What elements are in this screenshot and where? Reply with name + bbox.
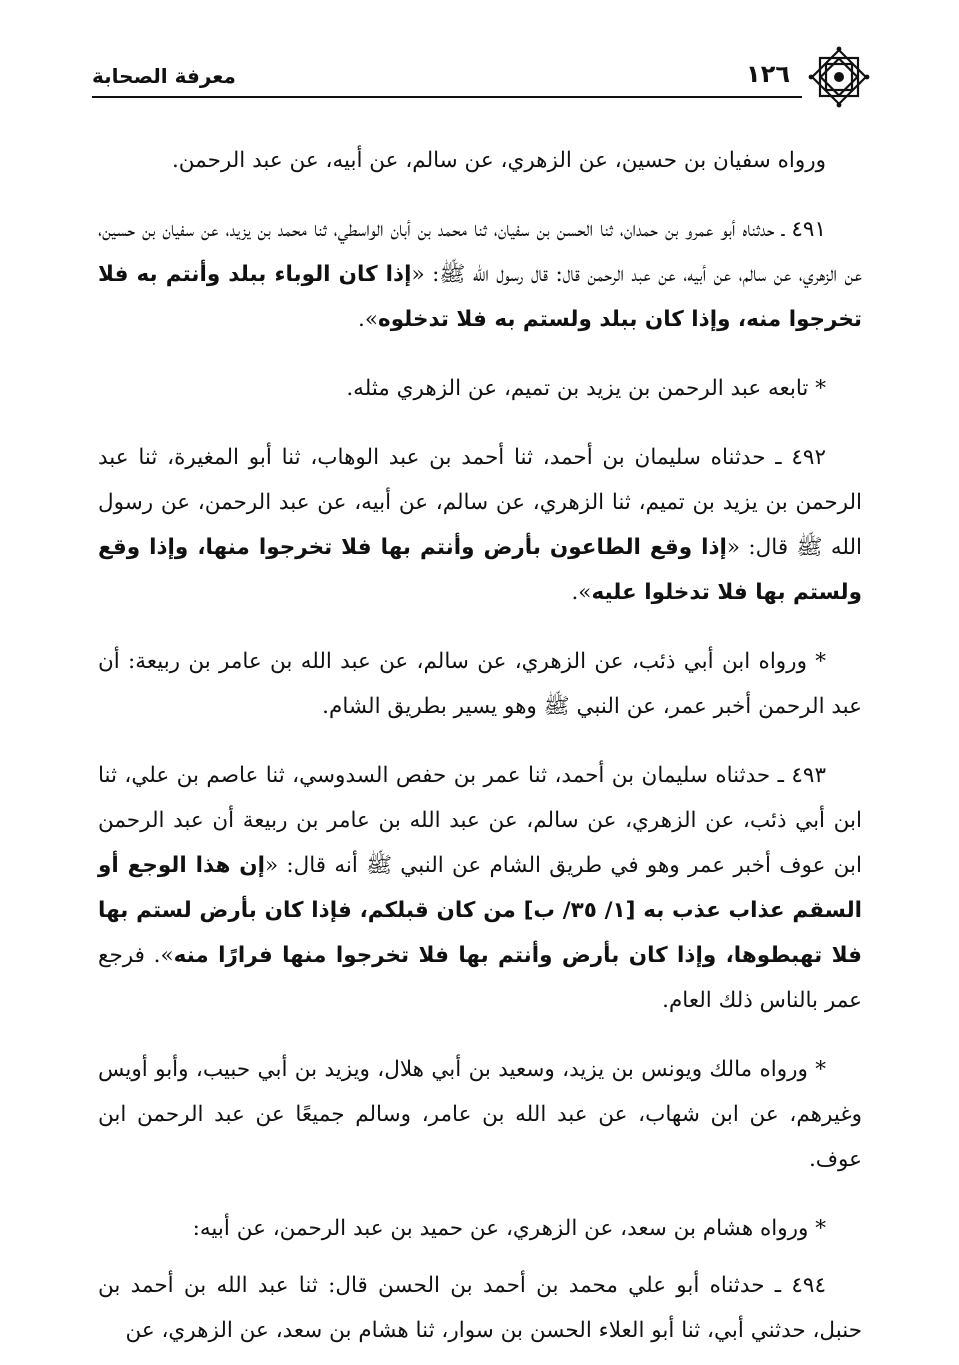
paragraph-text: ٤٩٣ ـ حدثناه سليمان بن أحمد، ثنا عمر بن حفص السدوسي، ثنا عاصم بن علي، ثنا ابن أبي ذئب، عن الزهري، عن سالم، عن عبد الله بن عامر بن ربيعة أن عبد الرحمن ابن عوف أخبر عمر وهو في طريق الشام عن النبي ﷺ أنه قال: « (98, 763, 862, 878)
hadith-text: إن هذا الوجع أو السقم عذاب عذب به [١/ ٣٥/ ب] من كان قبلكم، فإذا كان بأرض لستم بها فلا تهبطوها، وإذا كان بأرض وأنتم بها فلا تخرجوا منها فرارًا منه (98, 853, 863, 968)
paragraph-text: * ورواه مالك ويونس بن يزيد، وسعيد بن أبي هلال، ويزيد بن أبي حبيب، وأبو أويس وغيرهم، عن ابن شهاب، عن عبد الله بن عامر، وسالم جميعًا عن عبد الرحمن ابن عوف. (98, 1057, 862, 1172)
paragraph-riwayah-sufyan (98, 138, 862, 183)
paragraph-text: ورواه سفيان بن حسين، عن الزهري، عن سالم، عن أبيه، عن عبد الرحمن. (171, 148, 826, 173)
paragraph-riwayah-malik (98, 1047, 862, 1182)
hadith-paragraph-494 (98, 1263, 862, 1353)
paragraph-text: * ورواه هشام بن سعد، عن الزهري، عن حميد بن عبد الرحمن، عن أبيه: (192, 1216, 826, 1241)
paragraph-tabiah (98, 366, 862, 411)
octagram-ornament-icon (806, 44, 872, 110)
header-rule (92, 96, 802, 98)
paragraph-text: ٤٩٤ ـ حدثناه أبو علي محمد بن أحمد بن الحسن قال: ثنا عبد الله بن أحمد بن حنبل، حدثني أبي، ثنا أبو العلاء الحسن بن سوار، ثنا هشام بن سعد، عن الزهري، عن (98, 1273, 862, 1343)
page-header (92, 52, 864, 102)
hadith-paragraph-492 (98, 435, 862, 615)
paragraph-text: ». (358, 307, 379, 332)
book-title: معرفة الصحابة (92, 64, 236, 88)
hadith-text: إذا كان الوباء ببلد وأنتم به فلا تخرجوا منه، وإذا كان ببلد ولستم به فلا تدخلوه (98, 262, 862, 332)
page-number: ١٢٦ (746, 60, 790, 88)
paragraph-text: ». فرجع عمر بالناس ذلك العام. (98, 943, 862, 1013)
paragraph-text: * تابعه عبد الرحمن بن يزيد بن تميم، عن الزهري مثله. (346, 376, 826, 401)
paragraph-text: ٤٩٢ ـ حدثناه سليمان بن أحمد، ثنا أحمد بن عبد الوهاب، ثنا أبو المغيرة، ثنا عبد الرحمن بن يزيد بن تميم، ثنا الزهري، عن سالم، عن أبيه، عن عبد الرحمن، عن رسول الله ﷺ قال: « (98, 445, 862, 560)
hadith-paragraph-491 (98, 207, 862, 342)
paragraph-text: ٤٩١ ـ حدثناه أبو عمرو بن حمدان، ثنا الحسن بن سفيان، ثنا محمد بن أبان الواسطي، ثنا محمد بن يزيد، عن سفيان بن حسين، عن الزهري، عن سالم، عن أبيه، عن عبد الرحمن قال: قال رسول الله ﷺ: « (98, 217, 863, 287)
page-body (98, 138, 862, 1365)
hadith-text: إذا وقع الطاعون بأرض وأنتم بها فلا تخرجوا منها، وإذا وقع ولستم بها فلا تدخلوا عليه (98, 535, 862, 605)
hadith-paragraph-493 (98, 753, 862, 1023)
paragraph-text: * ورواه ابن أبي ذئب، عن الزهري، عن سالم، عن عبد الله بن عامر بن ربيعة: أن عبد الرحمن أخبر عمر، عن النبي ﷺ وهو يسير بطريق الشام. (98, 649, 862, 719)
paragraph-text: ». (571, 580, 592, 605)
paragraph-riwayah-hisham (98, 1206, 862, 1251)
paragraph-riwayah-ibn-abi-dhib (98, 639, 862, 729)
